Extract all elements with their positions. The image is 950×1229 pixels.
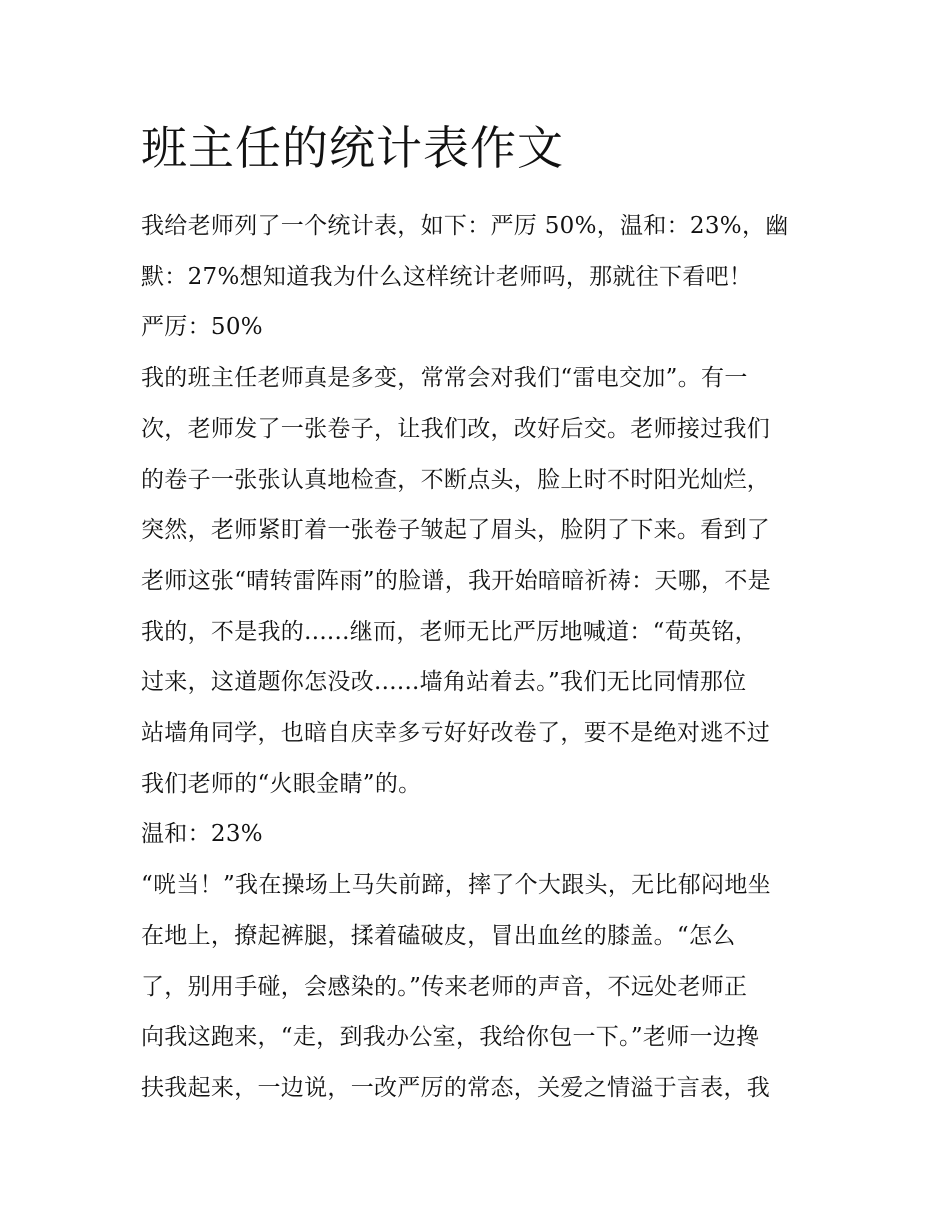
strict-paragraph-line-9: 我们老师的“火眼金睛”的。 bbox=[141, 770, 422, 797]
gentle-paragraph-line-2: 在地上，撩起裤腿，揉着磕破皮，冒出血丝的膝盖。“怎么 bbox=[141, 922, 736, 949]
gentle-paragraph-line-3: 了，别用手碰，会感染的。”传来老师的声音，不远处老师正 bbox=[141, 973, 748, 1000]
strict-paragraph-line-7: 过来，这道题你怎没改......墙角站着去。”我们无比同情那位 bbox=[141, 669, 747, 696]
document-page bbox=[141, 116, 813, 1114]
gentle-paragraph-line-5: 扶我起来，一边说，一改严厉的常态，关爱之情溢于言表，我 bbox=[141, 1074, 771, 1101]
intro-line-2: 默：27%想知道我为什么这样统计老师吗，那就往下看吧！ bbox=[141, 263, 753, 290]
strict-paragraph-line-6: 我的，不是我的......继而，老师无比严厉地喊道：“荀英铭， bbox=[141, 618, 758, 645]
page-title: 班主任的统计表作文 bbox=[141, 121, 564, 175]
strict-paragraph-line-2: 次，老师发了一张卷子，让我们改，改好后交。老师接过我们 bbox=[141, 415, 771, 442]
section-heading-strict: 严厉：50% bbox=[141, 314, 263, 341]
section-heading-gentle: 温和：23% bbox=[141, 821, 263, 848]
gentle-paragraph-line-4: 向我这跑来，“走，到我办公室，我给你包一下。”老师一边搀 bbox=[141, 1024, 760, 1051]
strict-paragraph-line-1: 我的班主任老师真是多变，常常会对我们“雷电交加”。有一 bbox=[141, 365, 748, 392]
gentle-paragraph-line-1: “咣当！”我在操场上马失前蹄，摔了个大跟头，无比郁闷地坐 bbox=[141, 872, 771, 899]
intro-line-1: 我给老师列了一个统计表，如下：严厉 50%，温和：23%，幽 bbox=[141, 213, 789, 239]
strict-paragraph-line-8: 站墙角同学，也暗自庆幸多亏好好改卷了，要不是绝对逃不过 bbox=[141, 720, 771, 747]
strict-paragraph-line-4: 突然，老师紧盯着一张卷子皱起了眉头，脸阴了下来。看到了 bbox=[141, 517, 771, 544]
strict-paragraph-line-3: 的卷子一张张认真地检查，不断点头，脸上时不时阳光灿烂， bbox=[141, 466, 771, 493]
strict-paragraph-line-5: 老师这张“晴转雷阵雨”的脸谱，我开始暗暗祈祷：天哪，不是 bbox=[141, 567, 771, 594]
